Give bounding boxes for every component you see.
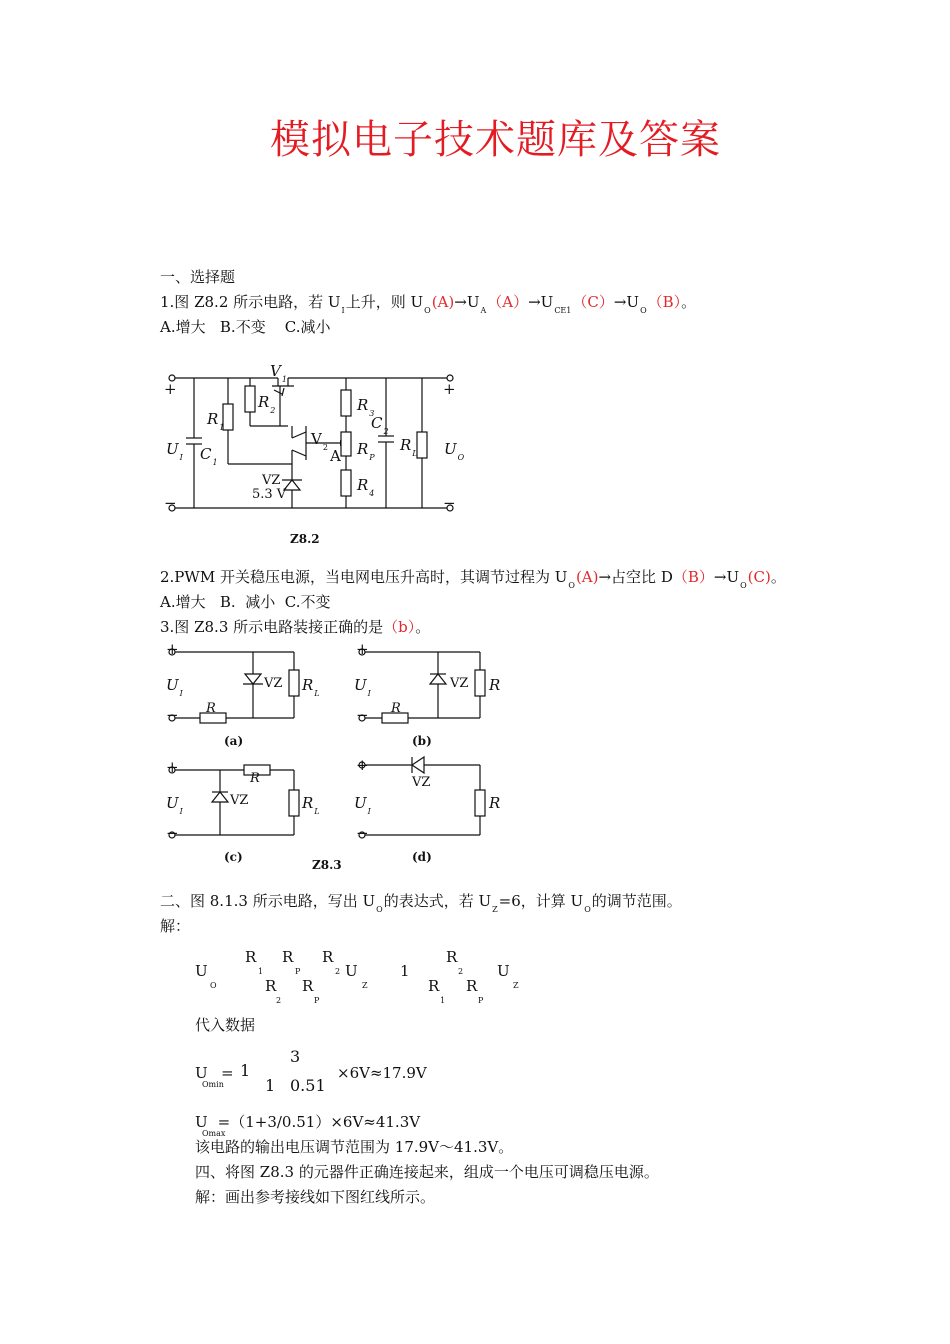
solution-label: 解： bbox=[160, 917, 191, 935]
umin-sub: Omin bbox=[202, 1080, 224, 1089]
z83a-rl-sub: L bbox=[314, 689, 320, 698]
figure-caption-z83: Z8.3 bbox=[312, 858, 342, 872]
label-c2-sub: 2 bbox=[383, 427, 389, 436]
formula-r2-num-sub: 2 bbox=[335, 967, 341, 976]
formula-u: U bbox=[195, 962, 208, 980]
q1-text: →U bbox=[528, 293, 554, 311]
q1-options: A.增大 B.不变 C.减小 bbox=[160, 318, 331, 336]
q1-answer: （A） bbox=[487, 293, 529, 311]
z83b-minus: − bbox=[356, 706, 369, 724]
umax-u: U bbox=[195, 1113, 208, 1131]
q3-text: 3.图 Z8.3 所示电路装接正确的是 bbox=[160, 618, 384, 636]
label-v2-main: V bbox=[311, 430, 322, 448]
q1-text: 。 bbox=[681, 293, 697, 311]
substitute-label: 代入数据 bbox=[195, 1016, 256, 1034]
z83b-r-load: R bbox=[489, 676, 501, 694]
label-uo-sub: O bbox=[457, 453, 465, 462]
label-r1 bbox=[207, 410, 225, 431]
umin-denominator: 0.51 bbox=[290, 1076, 326, 1095]
label-r2-sub: 2 bbox=[270, 406, 276, 415]
z83a-plus: + bbox=[166, 640, 179, 658]
z83a-minus: − bbox=[166, 706, 179, 724]
label-r4 bbox=[357, 476, 375, 497]
formula-rp-num: R bbox=[282, 948, 294, 966]
z83-label-c: (c) bbox=[224, 850, 243, 864]
formula2-r2-num-sub: 2 bbox=[458, 967, 464, 976]
label-v2-sub: 2 bbox=[322, 443, 328, 452]
section-4-question: 四、将图 Z8.3 的元器件正确连接起来，组成一个电压可调稳压电源。 bbox=[195, 1163, 659, 1181]
label-vz-voltage: 5.3 V bbox=[252, 487, 287, 502]
label-r4-sub: 4 bbox=[369, 489, 375, 498]
label-v1-main: V bbox=[270, 362, 281, 380]
q2-text: →占空比 D bbox=[598, 568, 673, 586]
section-2-question bbox=[160, 892, 682, 913]
label-c1-main: C bbox=[200, 445, 212, 463]
sec2-sub: O bbox=[584, 905, 591, 914]
q1-sub: A bbox=[480, 306, 487, 315]
q1-answer: （B） bbox=[647, 293, 682, 311]
z82-minus-right: − bbox=[443, 494, 456, 512]
label-r2 bbox=[258, 393, 276, 414]
label-r4-main: R bbox=[357, 476, 369, 494]
z83d-ui-main: U bbox=[354, 794, 367, 812]
z82-plus-right: + bbox=[443, 380, 456, 398]
umax-result: =（1+3/0.51）×6V≈41.3V bbox=[217, 1113, 421, 1131]
z83c-r: R bbox=[250, 771, 260, 786]
figure-caption-z82: Z8.2 bbox=[290, 532, 320, 546]
formula2-r2-num: R bbox=[446, 948, 458, 966]
z83a-ui-main: U bbox=[166, 676, 179, 694]
label-rl-sub: L bbox=[412, 449, 418, 458]
q2-answer: (A) bbox=[575, 568, 599, 586]
z83d-vz: VZ bbox=[412, 775, 431, 790]
sec2-text: 二、图 8.1.3 所示电路，写出 U bbox=[160, 892, 376, 910]
formula2-r1-den-sub: 1 bbox=[440, 996, 446, 1005]
label-rp-sub: P bbox=[369, 453, 375, 462]
z83c-rl-main: R bbox=[302, 794, 314, 812]
range-conclusion: 该电路的输出电压调节范围为 17.9V～41.3V。 bbox=[195, 1138, 514, 1156]
q1-sub: CE1 bbox=[554, 306, 572, 315]
z83b-ui-main: U bbox=[354, 676, 367, 694]
label-ui-main: U bbox=[166, 440, 179, 458]
section-choice-heading: 一、选择题 bbox=[160, 268, 236, 286]
z83d-minus: − bbox=[356, 824, 369, 842]
q1-text: →U bbox=[454, 293, 480, 311]
formula-rp-den-sub: P bbox=[314, 996, 320, 1005]
label-c1 bbox=[200, 445, 219, 466]
umax-sub: Omax bbox=[202, 1129, 226, 1138]
q1-answer: （C） bbox=[572, 293, 614, 311]
formula-r1-num-sub: 1 bbox=[258, 967, 264, 976]
q1-text: →U bbox=[613, 293, 640, 311]
q2-text: 2.PWM 开关稳压电源，当电网电压升高时，其调节过程为 U bbox=[160, 568, 568, 586]
label-rp bbox=[357, 440, 376, 461]
q1-text: 1.图 Z8.2 所示电路，若 U bbox=[160, 293, 341, 311]
z82-plus-left: + bbox=[164, 380, 177, 398]
umin-result: ×6V≈17.9V bbox=[337, 1064, 427, 1082]
formula-rp-den: R bbox=[302, 977, 314, 995]
q3-answer: （b） bbox=[383, 618, 416, 636]
q2-text: →U bbox=[713, 568, 740, 586]
q2-text: 。 bbox=[770, 568, 786, 586]
z83d-plus: + bbox=[356, 756, 369, 774]
z83d-ui bbox=[354, 794, 372, 815]
z83-label-b: (b) bbox=[412, 734, 432, 748]
label-vz: VZ bbox=[262, 473, 281, 488]
label-ui bbox=[166, 440, 184, 461]
umin-den-one: 1 bbox=[265, 1076, 276, 1095]
q2-sub: O bbox=[568, 581, 575, 590]
z83b-plus: + bbox=[356, 640, 369, 658]
formula-r1-num: R bbox=[245, 948, 257, 966]
q1-sub: O bbox=[640, 306, 647, 315]
label-c1-sub: 1 bbox=[212, 458, 218, 467]
label-c2 bbox=[371, 414, 390, 435]
label-v1-sub: 1 bbox=[281, 375, 287, 384]
z83-label-a: (a) bbox=[224, 734, 244, 748]
z83c-plus: + bbox=[166, 758, 179, 776]
formula-rp-num-sub: P bbox=[295, 967, 301, 976]
q2-answer: （B） bbox=[672, 568, 714, 586]
z83c-rl-sub: L bbox=[314, 807, 320, 816]
label-rl bbox=[400, 436, 419, 457]
sec2-text: =6，计算 U bbox=[498, 892, 584, 910]
z83c-ui bbox=[166, 794, 184, 815]
label-r3-sub: 3 bbox=[369, 409, 375, 418]
question-3 bbox=[160, 618, 430, 636]
formula2-rp-den-sub: P bbox=[478, 996, 484, 1005]
section-4-answer: 解：画出参考接线如下图红线所示。 bbox=[195, 1188, 436, 1206]
label-r3-main: R bbox=[357, 396, 369, 414]
formula-uz: U bbox=[345, 962, 358, 980]
question-2 bbox=[160, 568, 786, 589]
label-c2-main: C bbox=[371, 414, 383, 432]
label-a-node: A bbox=[330, 447, 341, 465]
q2-answer: (C) bbox=[747, 568, 771, 586]
umax-line bbox=[195, 1113, 420, 1131]
z83b-r-series: R bbox=[391, 701, 401, 716]
sec2-sub: O bbox=[376, 905, 383, 914]
z83d-r: R bbox=[489, 794, 501, 812]
sec2-sub: Z bbox=[492, 905, 498, 914]
umin-numerator: 3 bbox=[290, 1047, 301, 1066]
umin-one: 1 bbox=[240, 1061, 251, 1080]
label-r1-sub: 1 bbox=[219, 423, 225, 432]
formula2-uz-sub: Z bbox=[513, 981, 519, 990]
z83a-vz: VZ bbox=[264, 676, 283, 691]
q1-text: 上升，则 U bbox=[345, 293, 424, 311]
formula2-r1-den: R bbox=[428, 977, 440, 995]
question-1 bbox=[160, 293, 696, 314]
umin-u: U bbox=[195, 1064, 208, 1082]
z82-minus-left: − bbox=[164, 494, 177, 512]
sec2-text: 的调节范围。 bbox=[591, 892, 682, 910]
label-r2-main: R bbox=[258, 393, 270, 411]
formula-uz-sub: Z bbox=[362, 981, 368, 990]
q1-sub: O bbox=[424, 306, 431, 315]
label-uo bbox=[444, 440, 465, 461]
z83c-ui-sub: I bbox=[179, 807, 183, 816]
z83d-ui-sub: I bbox=[367, 807, 371, 816]
label-v2 bbox=[311, 430, 329, 451]
formula-r2-den: R bbox=[265, 977, 277, 995]
q3-text: 。 bbox=[415, 618, 431, 636]
label-rp-main: R bbox=[357, 440, 369, 458]
page-title: 模拟电子技术题库及答案 bbox=[270, 117, 721, 163]
label-uo-main: U bbox=[444, 440, 457, 458]
label-ui-sub: I bbox=[179, 453, 183, 462]
q1-answer: (A) bbox=[431, 293, 455, 311]
z83a-ui bbox=[166, 676, 184, 697]
z83b-ui bbox=[354, 676, 372, 697]
formula-u-sub: O bbox=[210, 981, 217, 990]
formula2-one: 1 bbox=[400, 962, 410, 980]
z83c-rl bbox=[302, 794, 321, 815]
formula2-uz: U bbox=[497, 962, 510, 980]
label-rl-main: R bbox=[400, 436, 412, 454]
z83c-vz: VZ bbox=[230, 793, 249, 808]
z83c-ui-main: U bbox=[166, 794, 179, 812]
z83a-r: R bbox=[206, 701, 216, 716]
formula2-rp-den: R bbox=[466, 977, 478, 995]
formula-r2-den-sub: 2 bbox=[276, 996, 282, 1005]
z83c-minus: − bbox=[166, 824, 179, 842]
z83b-ui-sub: I bbox=[367, 689, 371, 698]
sec2-text: 的表达式，若 U bbox=[383, 892, 492, 910]
q2-options: A.增大 B. 减小 C.不变 bbox=[160, 593, 331, 611]
z83a-rl-main: R bbox=[302, 676, 314, 694]
q2-sub: O bbox=[740, 581, 747, 590]
z83b-vz: VZ bbox=[450, 676, 469, 691]
z83a-rl bbox=[302, 676, 321, 697]
q1-sub: I bbox=[341, 306, 345, 315]
z83a-ui-sub: I bbox=[179, 689, 183, 698]
umin-eq: = bbox=[221, 1064, 234, 1082]
label-v1 bbox=[270, 362, 288, 383]
z83-label-d: (d) bbox=[412, 850, 432, 864]
formula-r2-num: R bbox=[322, 948, 334, 966]
label-r1-main: R bbox=[207, 410, 219, 428]
